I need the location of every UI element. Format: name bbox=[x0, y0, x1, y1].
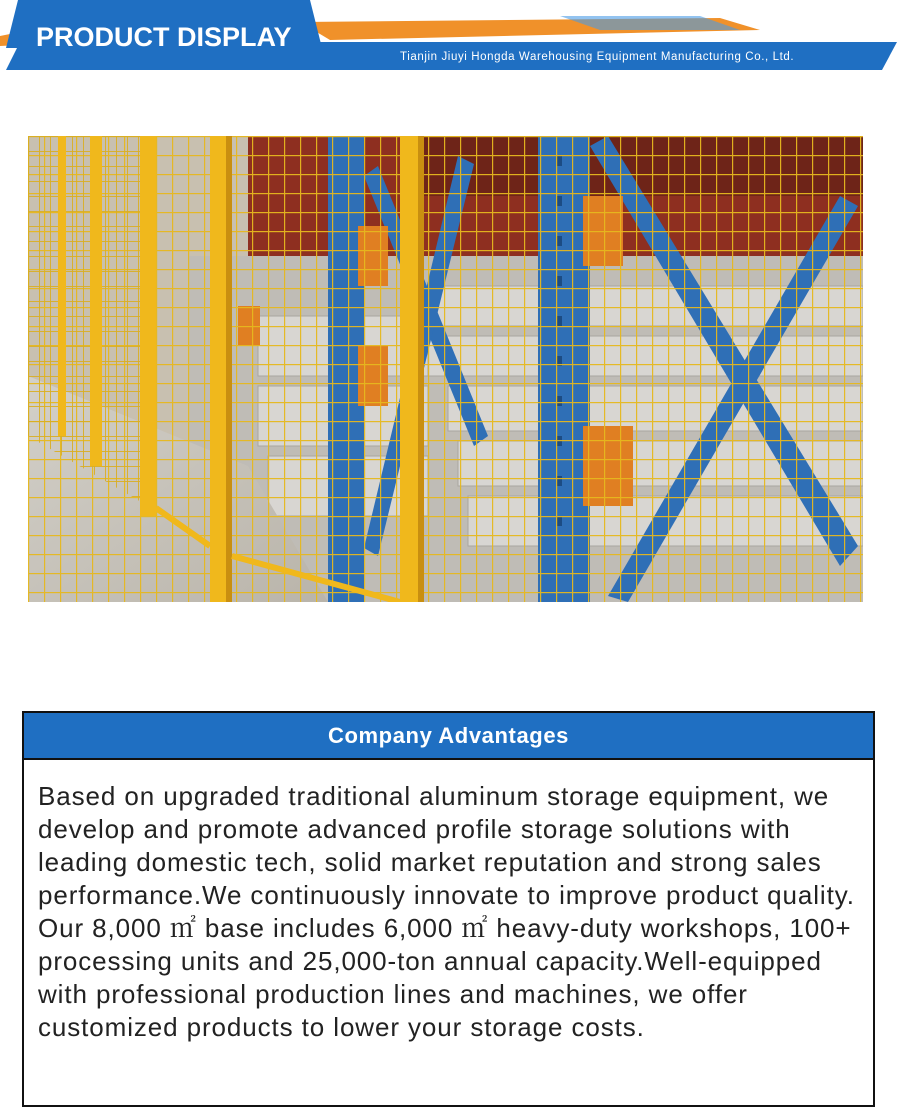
advantages-text: Based on upgraded traditional aluminum storage equipment, we develop and promote advanced profile storage solutions with leading domestic tech, solid market reputation and strong sales performance.We continuously innovate to improve product quality. Our 8,000 ㎡ base includes 6,000 ㎡ heavy-duty workshops, 100+ processing units and 25,000-ton annual capacity.Well-equipped with professional production lines and machines, we offer customized products to lower your storage costs. bbox=[38, 781, 855, 1042]
fence-rack-illustration bbox=[28, 136, 863, 602]
advantages-title: Company Advantages bbox=[327, 722, 570, 748]
advantages-header bbox=[24, 713, 873, 760]
company-advantages-panel bbox=[22, 711, 875, 1107]
company-name: Tianjin Jiuyi Hongda Warehousing Equipment Manufacturing Co., Ltd. bbox=[400, 51, 795, 63]
product-photo bbox=[28, 136, 863, 602]
page-title: PRODUCT DISPLAY bbox=[36, 22, 292, 52]
header-banner bbox=[0, 0, 897, 80]
